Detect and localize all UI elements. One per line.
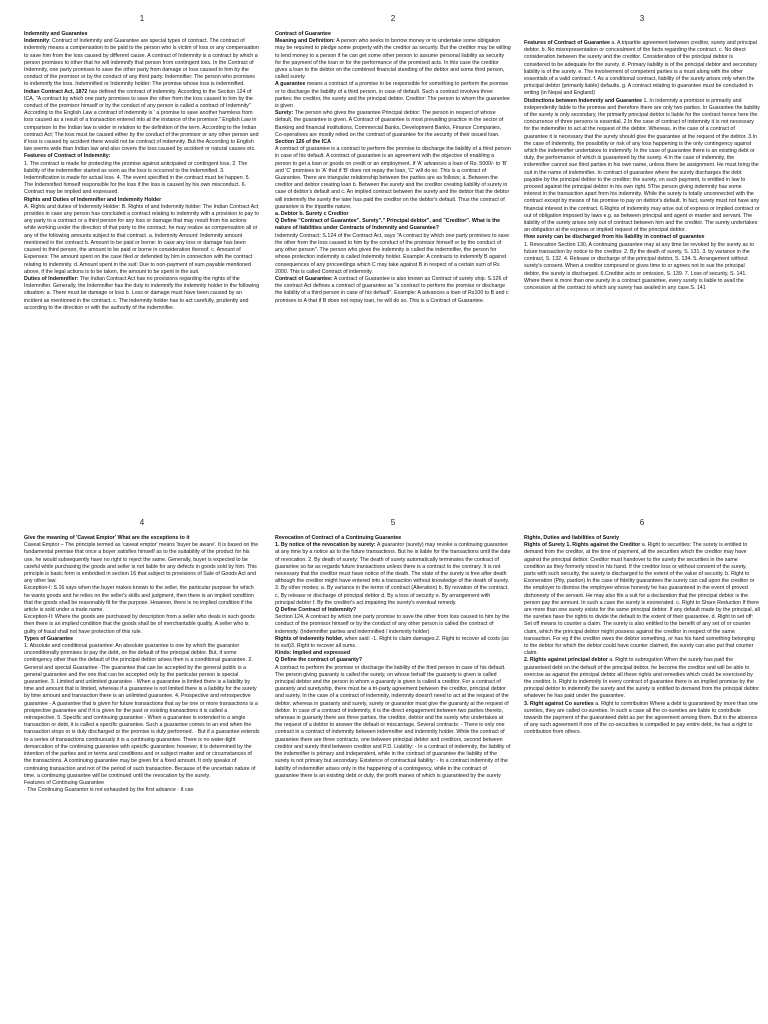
bold-heading: Surety: <box>275 110 294 117</box>
paragraph <box>24 153 260 160</box>
body-text: The person who gives the guarantee Principal debtor: The person in respect of whose default, the guarantee is given. A Contract of guarantee is most prevailing practice in the sector of Banking and financial institutions, Commercial Banks, Development Banks, Finance Companies, Co-operatives are mostly relied on the contract of guarantee for the security of their issued loan. <box>275 110 504 138</box>
paragraph <box>275 542 511 607</box>
bold-heading: Contract of Guarantee: <box>275 275 333 282</box>
body-text: Caveat Emptor – The principle termed as 'caveat emptor' means 'buyer be aware'. It is based on the fundamental premise that once a buyer satisfies himself as to the suitability of the product for his use, he would subsequently have no right to reject the same. Generally, buyer is expected to be careful while purchasing the goods and seller is not liable for any defects in goods sold by him. This principle is basic form is embodied in section 16 that subject to provisions of Sale of Goods Act and any other law. <box>24 542 259 585</box>
paragraph <box>524 542 760 657</box>
paragraph <box>24 89 260 154</box>
paragraph <box>275 211 511 218</box>
body-text: A guarantor (surety) may revoke a continuing guarantee at any time by a notice as to the future transactions. But he is liable for the transactions until the date of revocation. 2. By death of surety: The death of surety automatically terminates the contract of guarantee so far as regards future transactions unless there is a contract to the contrary. It is not necessary that the creditor must have notice of the death. The state of the surety is free after death although the creditor might have entered into a transaction without knowledge of the death of surety. 3. By other modes; a. By variance in the terms of contract (Alteration) b. By novation of the contract. c. By release or discharge of principal debtor d. By a loss of security e. By arrangement with principal debtor f. By the creditor's act impairing the surety's eventual remedy. <box>275 542 511 606</box>
body-text: has defined the contract of indemnity. According to the Section 124 of ICA, "A contract by which one party promises to save the other from the loss caused to him by the conduct of the promisor himself or by the conduct of any person is called a contract of Indemnity" According to the English Law a contract of indemnity is ' a promise to save another harmless from loss caused as a result of a transaction entered into at the instance of the promisor." English Law in comparison to the Indian law is wider in relation to the definition of the term. According to the Indian contract Act; The loss must be caused either by the conduct of the promisor or any other person and if loss is caused by accident there would not be contract of indemnity. But the According to English law seems wide than Indian law and also covers the loss caused by accident or natural causes etc. <box>24 88 259 153</box>
paragraph <box>24 614 260 636</box>
body-text: a. Right to securities: The surety is entitled to demand from the creditor, at the time of payment, all the securities which the creditor may have against the principal debtor. Creditor must handover to the surety the securities in the same condition as they formerly stood in his hand. If the creditor loss or without consent of the surety, parts with such security, the surety is discharged to the extent of the value of security. b. Right to Exoneration (Pity, pardon) In the case of fidelity guarantees the surety can call upon the creditor or the employer to dismiss the employee whose honesty he has guaranteed in the event of proved dishonesty of the servant. He may also file a suit for a declaration that the principal debtor is the person pay the amount. In such a case the surety is exonerated. c. Right to Share Reduction If there are more than one surety exists for the same principal debtor. If any default made by the principal, all the sureties have the rights to divide the default to the extent of their guarantee. d. Right to set off: Set off means to counter a claim. The surety is also entitled to the benefit of any set of or counter claim, which the principal debtor might possess against the creditor in respect of the same transaction. For eg if the creditor owes the debtor something, or has his hand something belonging to the debtor for which the debtor could have counter claimed, the surety can also put that counter claim. <box>524 542 760 657</box>
paragraph <box>524 535 760 542</box>
body-text: 1. Revocation Section 130, A continuing guarantee may at any time be revoked by the surety as to future transaction by notice to the creditor. 2. By the death of surety, S. 131. 3. by variance in the contract, S. 132. 4. Release or discharge of the principal debtor, S. 134. 5. Arrangement without surety's consent. When a creditor compound or gives time to or agrees not to sue the principal debtor, the surety is discharged. 6.Creditor acts or omission, S. 139. 7. Loss of security, S. 141. Where there is more than one surety in a contract guarantee, every surety is liable to avail the concession at the contract to which any surety has availed in any case.S. 141 <box>524 241 754 291</box>
bold-heading: Q Define Contract of Indemnity? <box>275 607 357 614</box>
body-text: · The Continuing Guarantor is not exhausted by the first advance · It can <box>24 787 194 794</box>
paragraph <box>24 787 260 794</box>
bold-heading: Q Define the contract of guaranty? <box>275 657 363 664</box>
bold-heading: Meaning and Definition: <box>275 38 336 45</box>
bold-heading: Kinds: Implied and expressed <box>275 650 351 657</box>
body-text: Section 124, A contract by which one party promise to save the other from loss caused to him by the conduct of the promisor himself or by the conduct of any other person is called the contract of indemnity. (Indemnifier parties and indemnified / indemnity holder) <box>275 614 510 635</box>
paragraph <box>275 31 511 38</box>
paragraph <box>275 218 511 232</box>
paragraph <box>24 780 260 787</box>
body-text: A contract to perform the promise or discharge the liability of the third person in case of his default. The person giving guaranty is called the surety, on whose behalf the guaranty is given is called principal debtor and the person to whom a guaranty is given is called a creditor. For a contract of guaranty and suretyship, there must be a tri-party agreement between the creditor, principal debtor and surety. In the case of a contract of indemnity, indemnity doesn't need to act at the request of the debtor, whereas in guaranty and surety, surety or guarantor must give the guaranty at the request of debtor. In case of a contract of indemnity, it is the direct engagement between two parties thereto, whereas in guaranty there are three parties, the creditor, debtor and the surety who undertakes at the request of a debtor to answer the default or miscarriage. Several contracts: - There is only one contract in a contract of indemnity between indemnifier and indemnity holder. While the contract of guarantee there are three contracts, one between principal debtor and creditors, second between creditor and surety third between creditor and P.D. Liability: - In a contract of indemnity, the liability of the indemnifier is primary and independent, while in the contract of guarantee the liability of the surety is not primary but secondary. Existence of contractual liability: - In a contract indemnity of the liability of indemnifier arises only in the happening of a contingency, while in the contract of guarantee there is an existing debt or duty, the profit manes of which is guaranteed by the surety <box>275 664 511 779</box>
body-text: Features of Continuing Guarantee <box>24 779 105 786</box>
paragraph <box>275 233 511 276</box>
paragraph <box>275 657 511 664</box>
paragraph <box>275 650 511 657</box>
bold-heading: Duties of Indemnifier: <box>24 275 79 282</box>
paragraph <box>275 614 511 636</box>
body-text: A. Rights and duties of Indemnity Holder: B. Rights of and Indemnity holder: The Indian Contract Act provides in case any person has concluded a contract relating to indemnity with a provision to pay to any party to a contract or a third person for any loss or damage that may result from his actions while working under the direction of that party to the contract, he may realize as compensation all or any of the following amounts subject to that contract. a. Indemnity Amount: Indemnity amount mentioned in the contract b. Amount to be paid or borne: In case any loss or damage has been caused to third person, the amount to be paid or borne in consideration thereof. c. Amount of Expenses: The amount spent on the case filed or defended by him in connection with the contract relating to indemnity. d. Amount spent in the suit: Due to non-payment of sum payable mentioned above, if the legal actions is to be taken, the amount to be spent in the suit. <box>24 203 259 275</box>
bold-heading: Features of Contract of Indemnity: <box>24 153 111 160</box>
paragraph <box>524 98 760 235</box>
paragraph <box>275 665 511 780</box>
page-number: 3 <box>639 14 645 23</box>
bold-heading: Indemnity <box>24 38 50 45</box>
body-text: A contract of guarantee is a contract to perform the promise to discharge the liability of a third person in case of his default. A contract of guarantee is an agreement with the objective of enabling a person to get a loan or goods on credit or an employment. If 'A' advances a loan of Rs. 5000/- to 'B' and 'C' promises to 'A' that if 'B' does not repay the loan, 'C' will do so. This is a contract of Guarantee. There are triangular relationship between the parties are as follows; a. Between the creditor and debtor creating loan b. Between the surety and the creditor creating liability of surety in case of debtor's default and c. An implied contract between the surety and the debtor that the debtor will indemnify the surety the later has paid the creditor on the debtor's default. Thus the contract of guarantee is the tripartite nature. <box>275 146 511 210</box>
bold-heading: Types of Guarantee <box>24 635 74 642</box>
bold-heading: Give the meaning of 'Caveat Emptor' What are the exceptions to it <box>24 535 190 541</box>
bold-heading: Rights, Duties and liabilities of Surety <box>524 535 620 541</box>
paragraph <box>24 197 260 204</box>
bold-heading: Q Define "Contract of Guarantee", Surety"," Principal debtor", and "Creditor". What is the nature of liabilities under Contracts of Indemnity and Guarantee? <box>275 218 501 232</box>
paragraph <box>275 535 511 542</box>
paragraph <box>275 607 511 614</box>
paragraph <box>24 643 260 780</box>
paragraph <box>24 535 260 542</box>
paragraph <box>275 276 511 305</box>
bold-heading: How surety can be discharged from his liability in contract of guarantee <box>524 234 705 241</box>
paragraph <box>524 234 760 241</box>
page-1-text <box>24 31 260 521</box>
paragraph <box>24 585 260 614</box>
bold-heading: Section 126 of the ICA <box>275 139 331 146</box>
body-text: A contract of Guarantee is also known as Contract of surety ship. S.126 of the contract Act defines a contract of guarantee as "a contract to perform the promise or discharge the liability of a third person in case of his default". Example: A advances a loan of Rs100 to B and c promises to A that if B does not repay loan, he will do so. This is a Contract of Guarantee. <box>275 275 509 304</box>
body-text: when said: -1. Right to claim damages.2. Right to recover all costs (as to suit)3. Right to recover all sums. <box>275 635 509 650</box>
body-text: a. Right to subrogation When the surety has paid the guaranteed debt on the default of the principal debtor, he become the creditor and will be able to exercise as against the principal debtor all these rights and remedies which could be exercised by the creditor. b. Right to indemnity In every contract of guarantee there is an implied promise by the principal debtor to indemnify the surety and the surety is entitled to demand from the principal debtor whatever he has paid under the guarantee. <box>524 657 759 700</box>
page-number: 5 <box>390 518 396 527</box>
bold-heading: 2. Rights against principal debtor <box>524 657 608 664</box>
paragraph <box>524 40 760 98</box>
bold-heading: Rights of Surety 1. Rights against the Creditor <box>524 542 641 549</box>
page-2-text <box>275 31 511 521</box>
bold-heading: A guarantee <box>275 81 306 88</box>
page-number: 1 <box>139 14 145 23</box>
paragraph <box>24 38 260 88</box>
body-text: a. Right to contribution Where a debt is guaranteed by more than one sureties, they are called co-sureties. In such a case all the co-sureties are liable to contribute towards the payment of the guaranteed debt as per the agreement among them. But in the absence of any such agreement if one of the co-securities is compelled to pay entire debt, he has a right to contribution from others. <box>524 700 758 736</box>
body-text: The Indian Contract Act has no provisions regarding the rights of the Indemnifier. Generally, the Indemnifier has the duty to indemnify the indemnity holder in the following situation: a. There must be damage or loss b. Loss or damage must have been caused by an incident as mentioned in the contract. c. The indemnity holder has to act carefully, prudently and according to the direction or with the authority of the indemnifier. <box>24 275 260 311</box>
paragraph <box>275 146 511 211</box>
paragraph <box>275 110 511 139</box>
paragraph <box>24 161 260 197</box>
page-5-text <box>275 535 511 1024</box>
paragraph <box>275 636 511 650</box>
bold-heading: Rights and Duties of Indemnifier and Indemnity Holder <box>24 196 162 203</box>
bold-heading: Distinctions between Indemnity and Guarantee <box>524 97 643 104</box>
body-text: a. A tripartite agreement between creditor, surety and principal debtor. b. No misrepresentation or concealment of the facts regarding the contract. c. No direct consideration between the surety and the creditor. Consideration of the principal debtor is considered to be adequate for the surety. d. Primary liability is of the principal debtor and secondary liability is of the surety. e. The involvement of competent parties is a must along with the other essentials of a valid contract. f. As a conditional contract, liability of the surety arises only when the principal debtor (primarily liable) defaults. g. A contract relating to guarantee must be concluded in writing (in Nepal and England) <box>524 40 758 97</box>
body-text: Exception-I: S.16 says when the buyer makes known to the seller, the particular purpose for which he wants goods and he relies on the seller's skills and judgment, then there is an implied condition that the goods shall be reasonably fit for the purpose. However, there is no implied condition if the article is sold under a trade name. <box>24 585 254 614</box>
page-number: 2 <box>390 14 396 23</box>
page-3-text <box>524 40 760 530</box>
paragraph <box>275 38 511 81</box>
bold-heading: Features of Contract of Guarantee <box>524 40 610 46</box>
bold-heading: a. Debtor b. Surety c Creditor <box>275 211 349 218</box>
paragraph <box>524 657 760 700</box>
body-text: 1. In indemnity a promisor is primarily and independently liable to the promise and therefore there are only two parties. In Guarantee the liability of the surety is only secondary, the primarily principal debtor is liable for the contract hence here the concurrence of three persons is essential. 2.In the case of contract of indemnity it is not necessary for the indemnifier to act at the request of the debtor. Whereas, in the case of a contract of guarantee it is necessary that the surety should give the guarantee at the request of the debtor. 3.In the case of Indemnity, the possibility or risk of any loss happening is the only contingency against which the indemnifier undertakes to indemnify. In the case of guarantee there is an existing debt or duty, the performance of which is guaranteed by the surety. 4.In the case of indemnity, the indemnifier cannot sue third parties in his own name, unless there be assignment. He must bring the suit in the name of indemnifier. In contract of guarantee where the surety discharges the debt payable by the principal debtor to the creditor; the surety, on such payment, is entitled in law to proceed against the principal debtor in his own right. 5The person giving indemnity has some interest in the transaction apart from his indemnity. While the surety is totally unconnected with the contract except by means of his promise to pay on debtor's default. In fact, surety must not have any financial interest in the contract. 6.Rights of indemnity may arise out of express or implied contract or out of obligation imposed by laws e.g. as between principal and agent or master and servant. The liability of the surety arises only out of contract between him and the creditor. The surety undertakes an obligation at the express or implied request of the principal debtor. <box>524 97 760 234</box>
paragraph <box>24 276 260 312</box>
body-text: Indemnity Contract: S.124 of the Contract Act, says "A contract by which one party promises to save the other from the loss caused to him by the conduct of the promisor himself or by the conduct of any other person". The person who gives the indemnity is called the indemnifier, the person for whose protection indemnity is called Indemnity holder. Example: A contracts to indemnify B against consequences of any proceedings which C may take against B in respect of a certain sum of Rs 2000. This is called Contract of indemnity. <box>275 232 510 275</box>
body-text: : Contract of Indemnity and Guarantee are special types of contract. The contract of indemnity means a compensation to be paid to the person who is victim of loss or any compensation to save him from the loss caused by different cause. A contract of Indemnity is a contract by which a person promises to other that he will indemnify that person from contingent loss. In the Contract of Indemnity, one party promises to save the other party from damage or loss caused to him by the conduct of the promisor or by the conduct of any third party. Indemnifier: The person who promises to indemnify the loss. Indemnified or Indemnity holder: The promise whose loss is indemnified. <box>24 38 259 88</box>
paragraph <box>524 242 760 292</box>
paragraph <box>24 542 260 585</box>
bold-heading: Revocation of Contract of a Continuing Guarantee <box>275 535 402 541</box>
paragraph <box>24 204 260 276</box>
bold-heading: 3. Right against Co sureties <box>524 700 594 707</box>
bold-heading: Contract of Guarantee <box>275 31 331 37</box>
paragraph <box>275 81 511 110</box>
body-text: A person who seeks to borrow money or to undertake some obligation may be required to pledge some property with the creditor as security. But the creditor may be willing to lend money to a person if he can get some other person to assume personal liability as security for the payment of the loan or for the performance of the promised acts. In this case the creditor gives a loan to the debtor on the combined financial standing of the debtor and some third person, called surety. <box>275 38 511 81</box>
paragraph <box>275 139 511 146</box>
body-text: 1. Absolute and conditional guarantee: An absolute guarantee is one by which the guarantor unconditionally promises to pay the debt, on the default of the principal debtor. But, if some contingency other than the default of the principal debtor arises then is a conditional guarantee. 2. General and special Guarantee -The guarantee that can be accepted by the general public is a general guarantee and the one that can be accepted only by the particular person is special guarantee. 3. Limited and unlimited guarantee - When a guarantee is limited there is a liability by time and amount that is limited, whereas if a guarantee is not limited there is a liability for the surety by time amount and transaction there is an unlimited guarantee. 4. Prospective and retrospective guarantee - A guarantee that is given for future transactions that ay be one or more transactions is a prospective guarantee and if it is given for the past or existing transactions it is called a retrospective. 5. Specific and continuing guarantee - When a guarantee is extended to a single transaction or debt, it is called a specific guarantee. Such a guarantee comes to an end when the transaction stops or is duly discharged or the promise is duly performed. · But if a guarantee extends to a series of transactions continuously it is a continuing guarantee. There is no water-tight demarcation of the continuing guarantee with specific guarantee; however, it is determined by the intention of the parties and or terms and conditions and or subject matter and or circumstances of the transactions. A continuing guarantee may be given for a fixed amount. It only speaks of continuing transaction and not of the period of such transaction. Because of the uncertain nature of time, a continuing guarantee will be continued until the revocation by the surety. <box>24 643 260 779</box>
page-number: 6 <box>639 518 645 527</box>
paragraph <box>524 701 760 737</box>
body-text: means a contract of a promise to be responsible for something to perform the promise or to discharge the liability of a third person, in case of default. Such a contract involves three parties; the creditor, the surety and the principal debtor. Creditor: The person to whom the guarantee is given <box>275 81 510 110</box>
bold-heading: Indian Contract Act, 1872 <box>24 88 88 95</box>
page-4-text <box>24 535 260 1024</box>
paragraph <box>24 31 260 38</box>
bold-heading: Rights of indemnity holder, <box>275 635 344 642</box>
paragraph <box>24 636 260 643</box>
body-text: 1. The contract is made for protecting the promise against anticipated or contingent loss. 2. The liability of the indemnifier started as soon as the loss is occurred to the indemnified. 3. Indemnification is made for actual loss. 4. The event specified in the contract must be happen. 5. The Indemnified himself responsible for the loss if the loss is caused by his own misconduct. 6. Contract may be implied and expressed. <box>24 160 251 196</box>
page-6-text <box>524 535 760 1024</box>
bold-heading: Indemnity and Guarantee <box>24 31 88 37</box>
bold-heading: 1. By notice of the revocation by surety: <box>275 542 376 549</box>
page-number: 4 <box>139 518 145 527</box>
body-text: Exception-II: Where the goods are purchased by description from a seller who deals in such goods then there is an implied condition that the goods shall be of merchantable quality. A seller who is guilty of fraud shall not have protection of this rule. <box>24 614 255 635</box>
